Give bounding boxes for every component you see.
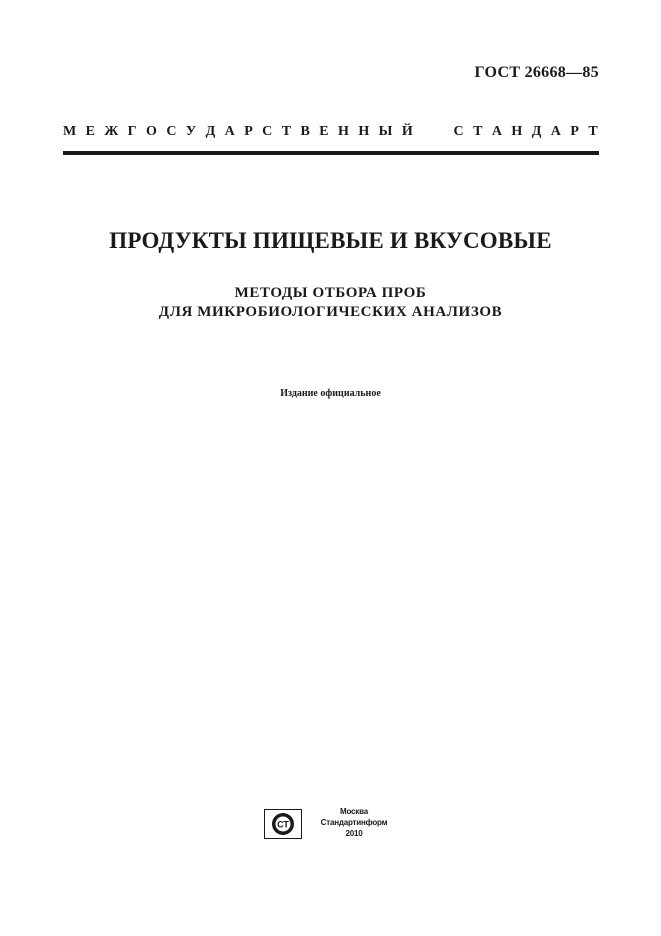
publisher-name: Стандартинформ — [320, 818, 388, 827]
publisher-year: 2010 — [345, 829, 363, 838]
header-rule — [63, 151, 599, 155]
standard-type-heading: М Е Ж Г О С У Д А Р С Т В Е Н Н Ы Й С Т А Н Д А Р Т — [63, 124, 598, 139]
logo-lettering: СТ — [277, 819, 289, 830]
document-subtitle-line2: ДЛЯ МИКРОБИОЛОГИЧЕСКИХ АНАЛИЗОВ — [158, 304, 503, 320]
document-title: ПРОДУКТЫ ПИЩЕВЫЕ И ВКУСОВЫЕ — [109, 228, 552, 253]
publisher-text — [312, 806, 396, 839]
document-subtitle-line1: МЕТОДЫ ОТБОРА ПРОБ — [234, 285, 427, 301]
publisher-city: Москва — [340, 807, 368, 816]
gost-number: ГОСТ 26668—85 — [474, 64, 599, 81]
publisher-block — [264, 806, 404, 842]
edition-note: Издание официальное — [280, 388, 381, 399]
standartinform-logo-icon — [264, 809, 302, 839]
